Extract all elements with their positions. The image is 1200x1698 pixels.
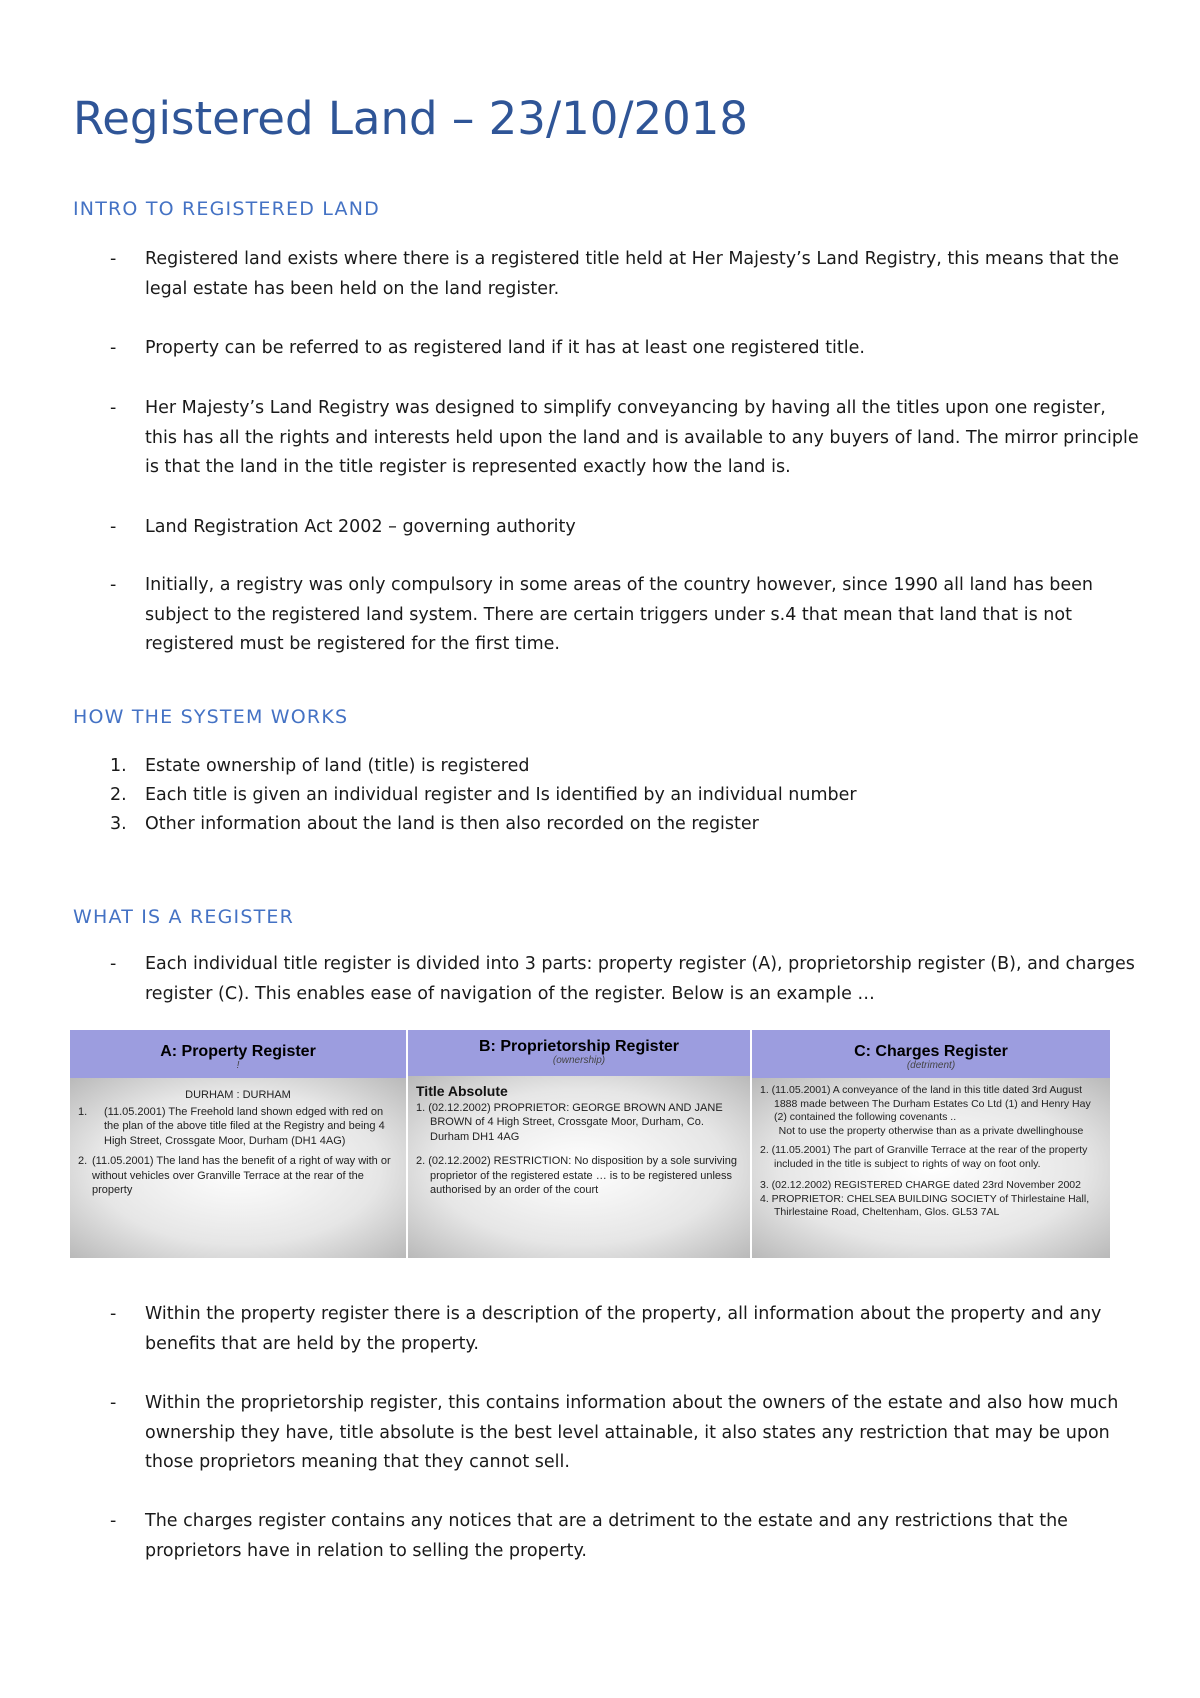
- register-entry: 2. (02.12.2002) RESTRICTION: No disposition by a sole surviving proprietor of the registered estate … is to be registered unless authorised by an order of the court: [416, 1155, 737, 1196]
- column-subtitle: !: [236, 1060, 240, 1071]
- list-item: [73, 1507, 1143, 1566]
- place-label: DURHAM : DURHAM: [185, 1089, 291, 1101]
- bullet-marker: -: [110, 398, 117, 418]
- numbered-item: [73, 810, 1143, 840]
- list-item: [73, 950, 1143, 1009]
- paragraph-text: Registered land exists where there is a registered title held at Her Majesty’s Land Registry, this means that the legal estate has been held on the land register.: [145, 249, 1119, 299]
- proprietorship-register-body: [408, 1076, 750, 1258]
- register-example-figure: [70, 1030, 1110, 1258]
- register-entry: [78, 1105, 398, 1149]
- register-entry: 2. (11.05.2001) The part of Granville Terrace at the rear of the property included in the title is subject to rights of way on foot only.: [760, 1144, 1088, 1170]
- paragraph-text: Other information about the land is then also recorded on the register: [145, 814, 759, 834]
- column-title: C: Charges Register: [854, 1043, 1008, 1060]
- number-marker: 3.: [110, 814, 127, 834]
- register-entry: [78, 1154, 398, 1198]
- bullet-marker: -: [110, 575, 117, 595]
- column-title: B: Proprietorship Register: [478, 1038, 680, 1055]
- number-marker: 1.: [110, 756, 127, 776]
- register-entry: Not to use the property otherwise than as a private dwellinghouse: [778, 1124, 1084, 1137]
- section-heading-register: WHAT IS A REGISTER: [73, 906, 294, 928]
- bullet-marker: -: [110, 517, 117, 537]
- bullet-marker: -: [110, 1304, 117, 1324]
- charges-register-body: [752, 1078, 1110, 1258]
- bullet-marker: -: [110, 1393, 117, 1413]
- register-entry: 3. (02.12.2002) REGISTERED CHARGE dated 23rd November 2002: [760, 1179, 1081, 1191]
- title-absolute-label: Title Absolute: [416, 1083, 508, 1099]
- numbered-item: [73, 752, 1143, 782]
- paragraph-text: Her Majesty’s Land Registry was designed to simplify conveyancing by having all the titles upon one register, this has all the rights and interests held upon the land and is available to any buyers of land. The mirror principle is that the land in the title register is represented exactly how the land is.: [145, 398, 1139, 477]
- proprietorship-register-column: [408, 1030, 750, 1258]
- entry-text: (11.05.2001) The Freehold land shown edged with red on the plan of the above title filed at the Registry and being 4 High Street, Crossgate Moor, Durham (DH1 4AG): [104, 1105, 385, 1147]
- paragraph-text: Initially, a registry was only compulsory in some areas of the country however, since 1990 all land has been subject to the registered land system. There are certain triggers under s.4 that mean that land that is not registered must be registered for the first time.: [145, 575, 1094, 654]
- paragraph-text: Within the property register there is a description of the property, all information about the property and any benefits that are held by the property.: [145, 1304, 1102, 1354]
- numbered-item: [73, 781, 1143, 811]
- bullet-marker: -: [110, 338, 117, 358]
- list-item: [73, 1300, 1143, 1359]
- number-marker: 2.: [110, 785, 127, 805]
- paragraph-text: Within the proprietorship register, this contains information about the owners of the estate and also how much ownership they have, title absolute is the best level attainable, it also states any restriction that may be upon those proprietors meaning that they cannot sell.: [145, 1393, 1119, 1472]
- list-item: [73, 513, 1143, 543]
- property-register-body: [70, 1078, 406, 1258]
- list-item: [73, 394, 1143, 483]
- register-entry: 1. (02.12.2002) PROPRIETOR: GEORGE BROWN AND JANE BROWN of 4 High Street, Crossgate Moor, Durham, Co. Durham DH1 4AG: [416, 1101, 723, 1143]
- paragraph-text: Each title is given an individual register and Is identified by an individual number: [145, 785, 857, 805]
- paragraph-text: Estate ownership of land (title) is registered: [145, 756, 530, 776]
- list-item: [73, 571, 1143, 660]
- register-entry: 1. (11.05.2001) A conveyance of the land in this title dated 3rd August 1888 made between The Durham Estates Co Ltd (1) and Henry Hay (2) contained the following covenants ..: [760, 1084, 1091, 1123]
- register-entry: 4. PROPRIETOR: CHELSEA BUILDING SOCIETY of Thirlestaine Hall, Thirlestaine Road, Cheltenham, Glos. GL53 7AL: [760, 1192, 1090, 1218]
- list-item: [73, 334, 1143, 364]
- column-subtitle: (detriment): [906, 1060, 956, 1071]
- section-heading-system: HOW THE SYSTEM WORKS: [73, 706, 349, 728]
- section-heading-intro: INTRO TO REGISTERED LAND: [73, 198, 380, 220]
- bullet-marker: -: [110, 954, 117, 974]
- bullet-marker: -: [110, 1511, 117, 1531]
- proprietorship-register-header: [408, 1030, 750, 1076]
- paragraph-text: The charges register contains any notices that are a detriment to the estate and any restrictions that the proprietors have in relation to selling the property.: [145, 1511, 1068, 1561]
- list-item: [73, 1389, 1143, 1478]
- column-subtitle: (ownership): [552, 1055, 606, 1066]
- property-register-header: [70, 1030, 406, 1078]
- entry-number: 1.: [78, 1105, 88, 1118]
- entry-number: 2.: [78, 1155, 88, 1167]
- charges-register-header: [752, 1030, 1110, 1078]
- paragraph-text: Property can be referred to as registered land if it has at least one registered title.: [145, 338, 865, 358]
- list-item: [73, 245, 1143, 304]
- entry-text: (11.05.2001) The land has the benefit of a right of way with or without vehicles over Granville Terrace at the rear of the property: [92, 1155, 391, 1196]
- page-title: Registered Land – 23/10/2018: [73, 92, 749, 145]
- paragraph-text: Each individual title register is divided into 3 parts: property register (A), proprietorship register (B), and charges register (C). This enables ease of navigation of the register. Below is an example …: [145, 954, 1135, 1004]
- column-title: A: Property Register: [160, 1043, 316, 1060]
- property-register-column: [70, 1030, 406, 1258]
- paragraph-text: Land Registration Act 2002 – governing authority: [145, 517, 576, 537]
- charges-register-column: [752, 1030, 1110, 1258]
- bullet-marker: -: [110, 249, 117, 269]
